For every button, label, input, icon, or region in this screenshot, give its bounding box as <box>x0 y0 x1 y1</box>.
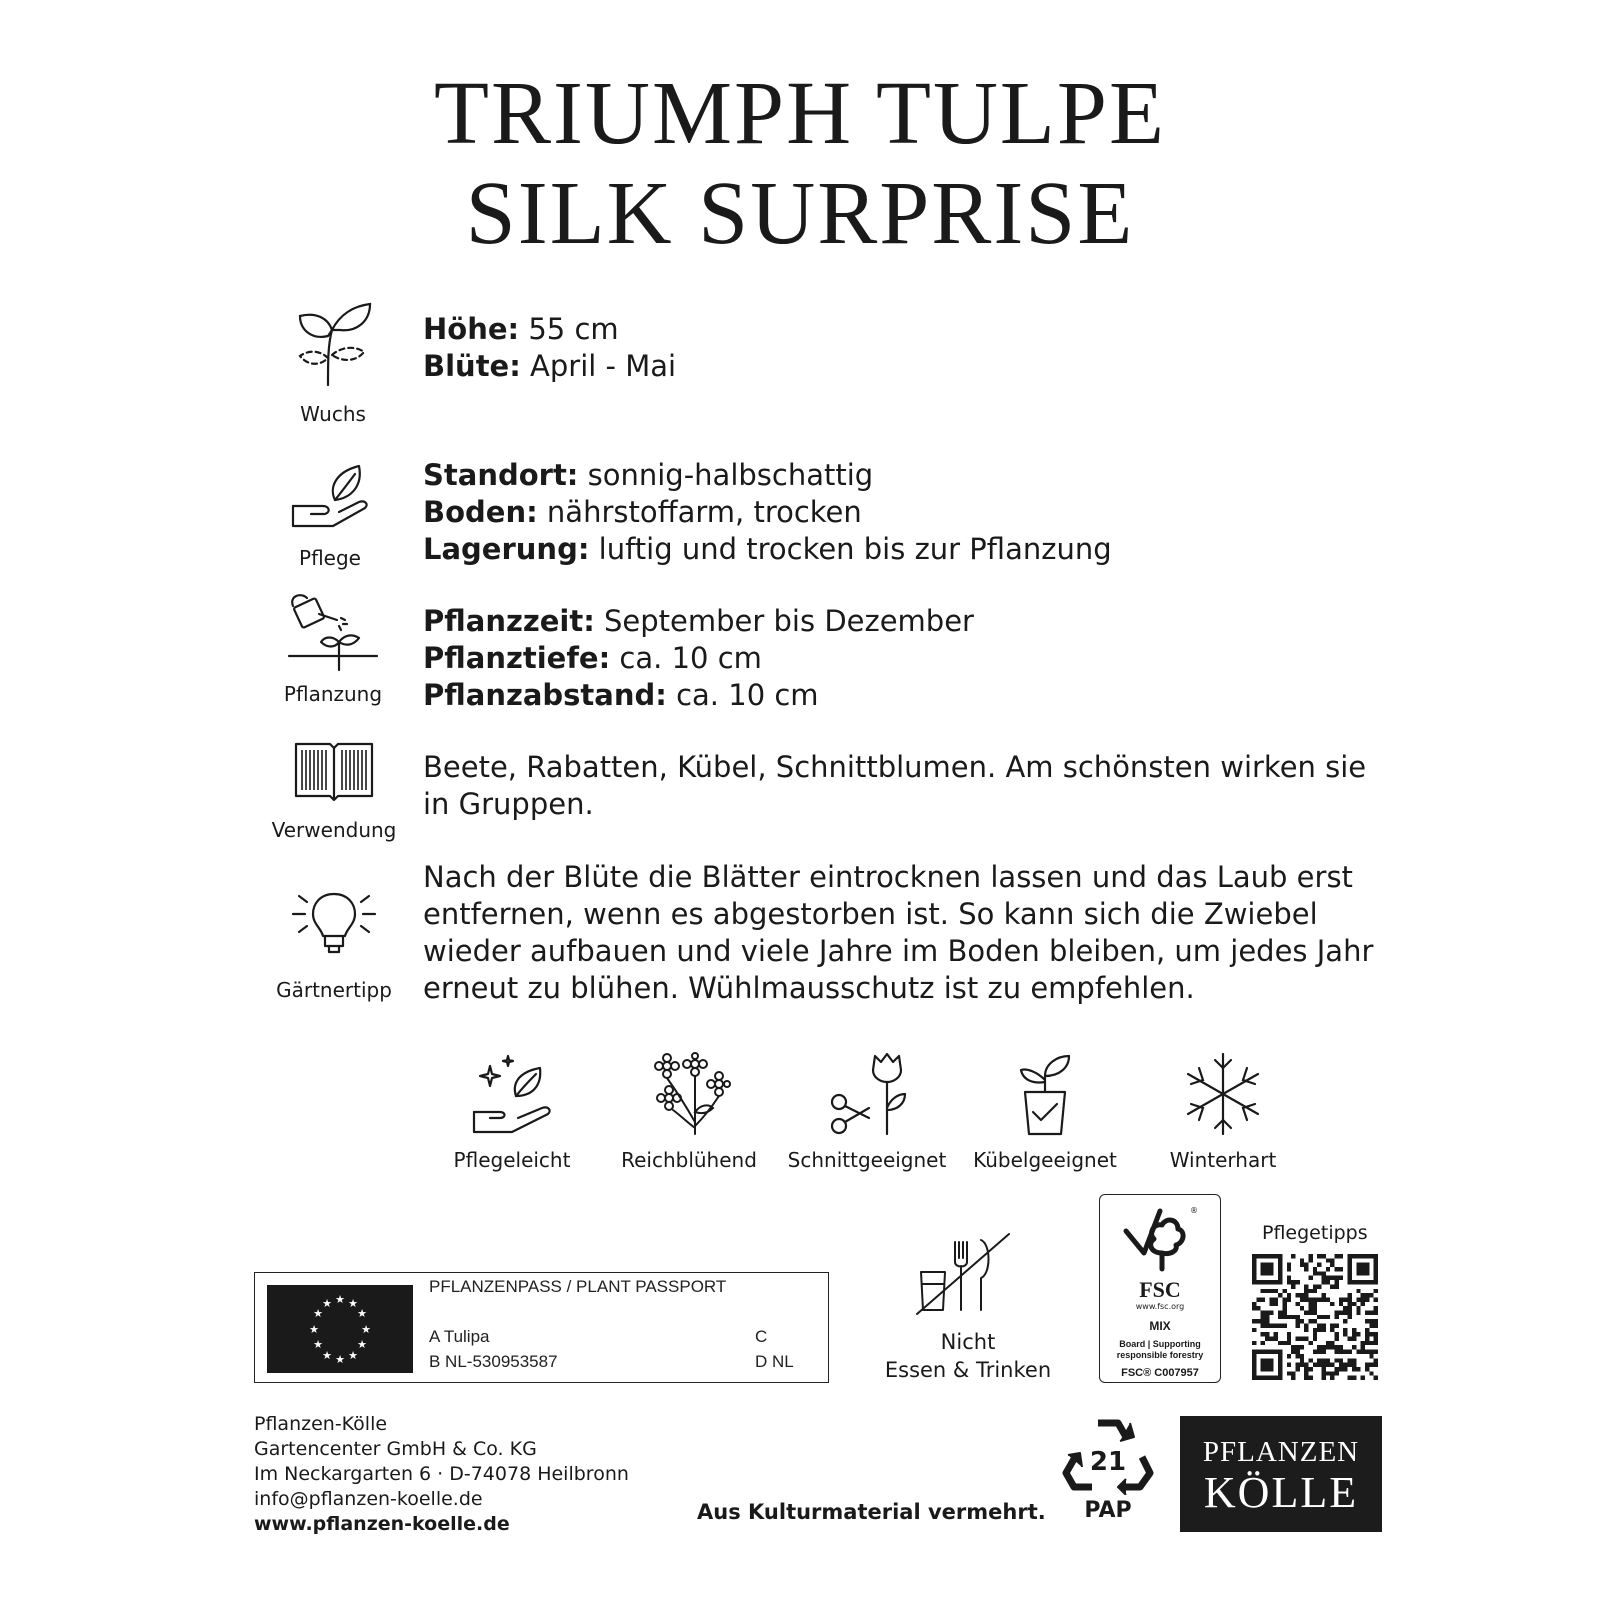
fsc-label <box>1099 1194 1221 1383</box>
no-eat-drink-icon <box>915 1228 1011 1318</box>
boden-value: nährstoffarm, trocken <box>537 495 862 529</box>
brand-line2: KÖLLE <box>1203 1468 1359 1517</box>
book-icon <box>292 740 376 804</box>
verwendung-text: Beete, Rabatten, Kübel, Schnittblumen. Am schönsten wirken sie in Gruppen. <box>423 750 1367 821</box>
feature-reichbluehend-label: Reichblühend <box>621 1148 757 1172</box>
passport-d: D NL <box>755 1352 794 1371</box>
origin-note: Aus Kulturmaterial vermehrt. <box>697 1500 1046 1524</box>
passport-b: B NL-530953587 <box>429 1352 558 1371</box>
svg-text:★: ★ <box>348 1349 358 1362</box>
passport-header: PFLANZENPASS / PLANT PASSPORT <box>429 1277 727 1296</box>
pflanzabstand-value: ca. 10 cm <box>666 678 819 712</box>
svg-text:®: ® <box>1190 1206 1198 1215</box>
pflanzabstand-key: Pflanzabstand: <box>423 678 667 712</box>
hoehe-row <box>423 311 676 348</box>
feature-pflegeleicht <box>422 1052 602 1172</box>
plant-passport <box>254 1272 829 1383</box>
no-eat-drink-block <box>915 1228 1011 1322</box>
no-eat-drink-line1: Nicht <box>940 1330 996 1354</box>
boden-row <box>423 494 1112 531</box>
fsc-tree-check-icon <box>1120 1203 1200 1275</box>
hand-leaf-icon <box>285 462 375 532</box>
recycling-block <box>1060 1415 1156 1523</box>
bluete-row <box>423 348 676 385</box>
pflanzabstand-row <box>423 677 974 714</box>
svg-text:★: ★ <box>313 1338 323 1351</box>
brand-logo <box>1180 1416 1382 1532</box>
pflanzung-info <box>423 603 974 714</box>
bluete-key: Blüte: <box>423 349 521 383</box>
no-eat-drink-line2: Essen & Trinken <box>884 1358 1052 1382</box>
pflanzzeit-value: September bis Dezember <box>594 604 974 638</box>
passport-c: C <box>755 1327 768 1346</box>
pflanzzeit-row <box>423 603 974 640</box>
wuchs-info <box>423 311 676 385</box>
standort-row <box>423 457 1112 494</box>
eu-flag <box>267 1285 413 1373</box>
gaertnertipp-text: Nach der Blüte die Blätter eintrocknen lassen und das Laub erst entfernen, wenn es abgestorben ist. So kann sich die Zwiebel wieder aufbauen und viele Jahre im Boden bleiben, um jedes Jahr erneut zu blühen. Wühlmausschutz ist zu empfehlen. <box>423 860 1374 1005</box>
passport-a: A Tulipa <box>429 1327 490 1346</box>
recycling-code: PAP <box>1084 1498 1132 1523</box>
company-address <box>254 1412 629 1537</box>
svg-text:★: ★ <box>335 1293 345 1306</box>
address-line2: Gartencenter GmbH & Co. KG <box>254 1438 537 1460</box>
recycling-icon <box>1060 1415 1156 1495</box>
brand-line1: PFLANZEN <box>1202 1436 1360 1468</box>
fsc-code: FSC® C007957 <box>1121 1367 1199 1379</box>
snowflake-icon <box>1181 1052 1265 1136</box>
pot-plant-icon <box>1003 1052 1087 1136</box>
qr-code-icon <box>1252 1254 1378 1380</box>
wuchs-icon-block <box>258 300 408 426</box>
standort-value: sonnig-halbschattig <box>578 458 874 492</box>
feature-kuebelgeeignet-label: Kübelgeeignet <box>973 1148 1117 1172</box>
fsc-desc1: Board | Supporting <box>1119 1339 1201 1349</box>
feature-schnittgeeignet <box>777 1052 957 1172</box>
address-line3: Im Neckargarten 6 · D-74078 Heilbronn <box>254 1463 629 1485</box>
svg-text:★: ★ <box>357 1338 367 1351</box>
lightbulb-icon <box>289 886 379 956</box>
lagerung-value: luftig und trocken bis zur Pflanzung <box>589 532 1112 566</box>
address-website[interactable]: www.pflanzen-koelle.de <box>254 1513 510 1535</box>
feature-kuebelgeeignet <box>955 1052 1135 1172</box>
feature-winterhart-label: Winterhart <box>1169 1148 1277 1172</box>
product-title-line2: SILK SURPRISE <box>465 164 1135 263</box>
gaertnertipp-label: Gärtnertipp <box>276 978 392 1002</box>
watering-can-icon <box>285 592 381 678</box>
svg-text:★: ★ <box>361 1323 371 1336</box>
svg-text:★: ★ <box>313 1307 323 1320</box>
fsc-desc2: responsible forestry <box>1116 1350 1204 1360</box>
wuchs-label: Wuchs <box>300 402 366 426</box>
svg-text:★: ★ <box>348 1297 358 1310</box>
hoehe-value: 55 cm <box>519 312 619 346</box>
verwendung-label: Verwendung <box>271 818 397 842</box>
qr-label: Pflegetipps <box>1262 1222 1368 1244</box>
gaertnertipp-icon-block <box>259 886 409 1002</box>
fsc-name: FSC <box>1139 1277 1181 1302</box>
lagerung-row <box>423 531 1112 568</box>
verwendung-icon-block <box>259 740 409 842</box>
feature-pflegeleicht-label: Pflegeleicht <box>453 1148 571 1172</box>
flowers-icon <box>647 1052 731 1136</box>
pflege-label: Pflege <box>299 546 361 570</box>
recycling-number: 21 <box>1089 1447 1127 1477</box>
qr-code[interactable] <box>1252 1254 1378 1384</box>
svg-text:★: ★ <box>322 1297 332 1310</box>
pflanzzeit-key: Pflanzzeit: <box>423 604 595 638</box>
feature-winterhart <box>1133 1052 1313 1172</box>
fsc-url: www.fsc.org <box>1135 1302 1185 1311</box>
pflege-icon-block <box>255 462 405 570</box>
svg-text:★: ★ <box>322 1349 332 1362</box>
pflanzung-label: Pflanzung <box>283 682 383 706</box>
standort-key: Standort: <box>423 458 579 492</box>
sparkle-hand-icon <box>470 1052 554 1136</box>
scissors-tulip-icon <box>825 1052 909 1136</box>
svg-text:★: ★ <box>309 1323 319 1336</box>
pflanzung-icon-block <box>258 592 408 706</box>
lagerung-key: Lagerung: <box>423 532 590 566</box>
address-email[interactable]: info@pflanzen-koelle.de <box>254 1488 483 1510</box>
boden-key: Boden: <box>423 495 538 529</box>
svg-text:★: ★ <box>335 1353 345 1366</box>
product-title-line1: TRIUMPH TULPE <box>434 64 1166 163</box>
feature-schnittgeeignet-label: Schnittgeeignet <box>787 1148 947 1172</box>
eu-stars-icon <box>267 1285 413 1373</box>
feature-reichbluehend <box>599 1052 779 1172</box>
pflanztiefe-key: Pflanztiefe: <box>423 641 611 675</box>
sprout-icon <box>288 300 378 388</box>
no-eat-drink-label <box>870 1328 1066 1384</box>
hoehe-key: Höhe: <box>423 312 520 346</box>
fsc-mix: MIX <box>1149 1319 1171 1333</box>
address-line1: Pflanzen-Kölle <box>254 1413 388 1435</box>
pflege-info <box>423 457 1112 568</box>
bluete-value: April - Mai <box>520 349 677 383</box>
svg-text:★: ★ <box>357 1307 367 1320</box>
pflanztiefe-value: ca. 10 cm <box>610 641 762 675</box>
pflanztiefe-row <box>423 640 974 677</box>
